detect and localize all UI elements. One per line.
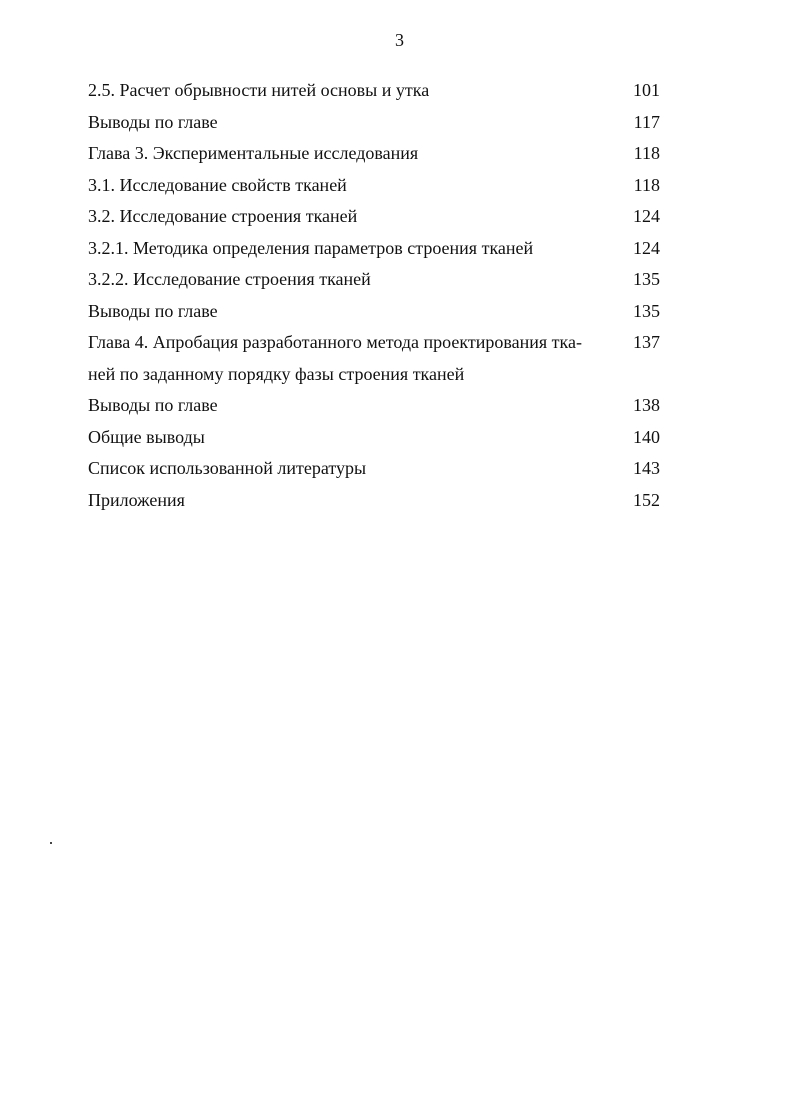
- toc-entry-page: 118: [633, 143, 660, 163]
- toc-entry: [88, 170, 660, 202]
- toc-entry: [88, 296, 660, 328]
- toc-entry-title: [88, 327, 608, 390]
- toc-entry: [88, 422, 660, 454]
- toc-entry-title: 3.1. Исследование свойств тканей: [88, 174, 347, 195]
- toc-entry: [88, 107, 660, 139]
- toc-entry-title: 2.5. Расчет обрывности нитей основы и утка: [88, 80, 430, 100]
- toc-entry-page: 124: [633, 237, 660, 258]
- toc-entry-page: 101: [633, 80, 660, 100]
- toc-entry-title: Выводы по главе: [88, 300, 218, 321]
- toc-entry: [88, 233, 660, 265]
- toc-entry-title: Общие выводы: [88, 426, 205, 447]
- toc-entry: [88, 75, 660, 107]
- toc-entry-title: 3.2. Исследование строения тканей: [88, 206, 358, 226]
- toc-entry-title: Выводы по главе: [88, 111, 218, 132]
- toc-entry-title: Приложения: [88, 489, 185, 510]
- toc-entry-page: 152: [633, 489, 660, 510]
- toc-entry-page: 124: [633, 206, 660, 226]
- toc-entry: [88, 201, 660, 233]
- toc-entry-title: 3.2.2. Исследование строения тканей: [88, 269, 371, 289]
- scan-speck: [50, 842, 52, 844]
- toc-entry: [88, 390, 660, 422]
- toc-entry: [88, 453, 660, 485]
- toc-entry-page: 135: [633, 300, 660, 321]
- toc-entry: [88, 327, 660, 390]
- table-of-contents: [88, 75, 660, 516]
- toc-entry-page: 138: [633, 395, 660, 415]
- toc-entry-title-line: ней по заданному порядку фазы строения тканей: [88, 363, 465, 384]
- toc-entry-title: Выводы по главе: [88, 395, 218, 415]
- toc-entry-page: 117: [633, 111, 660, 132]
- toc-entry: [88, 264, 660, 296]
- toc-entry-title: Список использованной литературы: [88, 458, 367, 478]
- toc-entry: [88, 138, 660, 170]
- toc-entry-title: 3.2.1. Методика определения параметров строения тканей: [88, 237, 534, 258]
- toc-entry-title-line: Глава 4. Апробация разработанного метода проектирования тка-: [88, 332, 582, 352]
- toc-entry-page: 143: [633, 458, 660, 478]
- page-number: 3: [395, 30, 404, 50]
- toc-entry-page: 137: [633, 332, 660, 352]
- toc-entry-page: 135: [633, 269, 660, 289]
- toc-entry: [88, 485, 660, 517]
- toc-entry-title: Глава 3. Экспериментальные исследования: [88, 143, 419, 163]
- toc-entry-page: 118: [633, 174, 660, 195]
- toc-entry-page: 140: [633, 426, 660, 447]
